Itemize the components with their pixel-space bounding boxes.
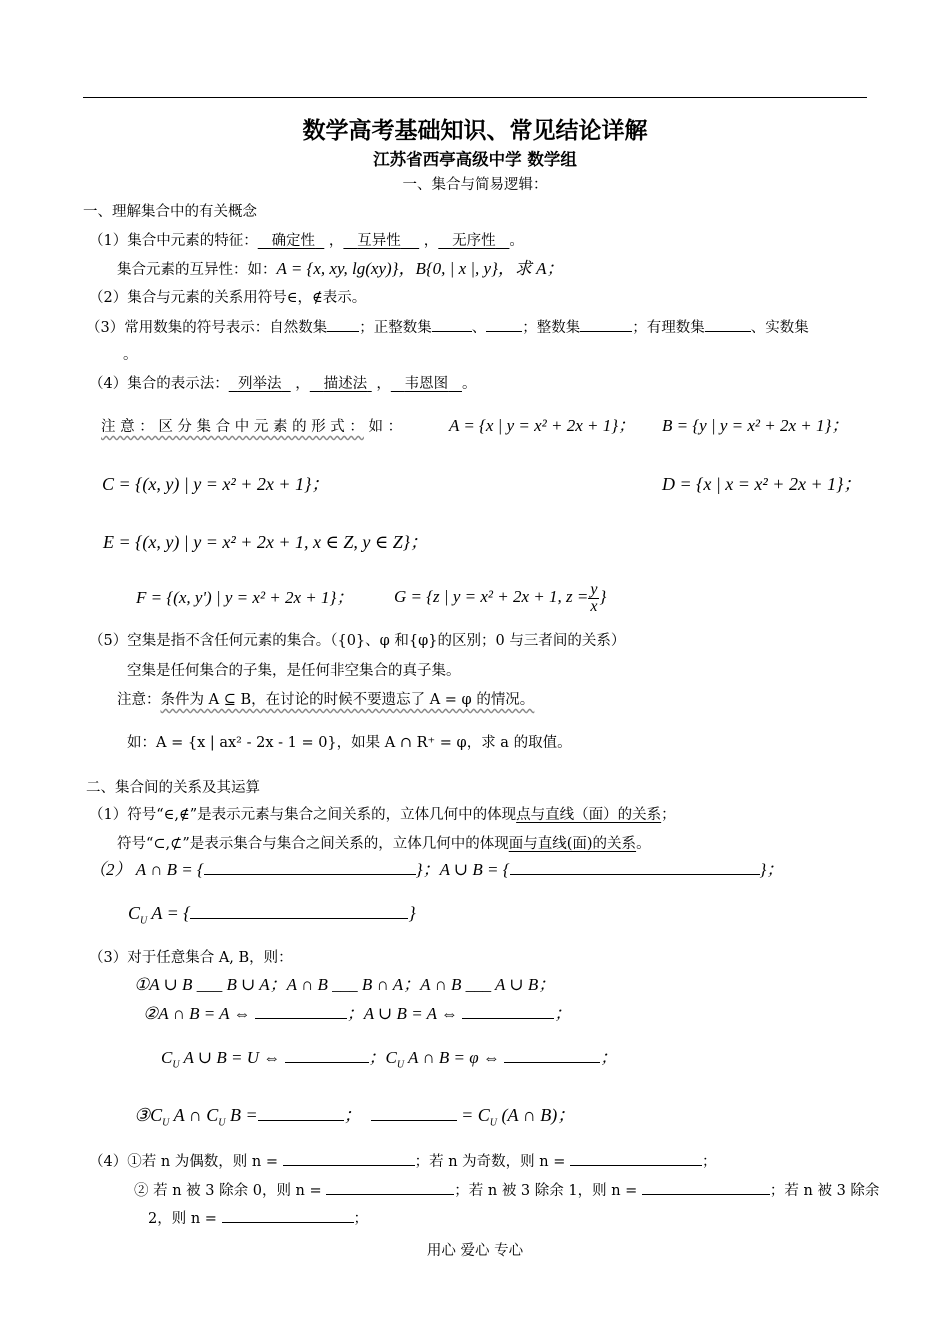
section-1-item-5-line-2: 空集是任何集合的子集，是任何非空集合的真子集。	[127, 663, 461, 679]
blank-union-equals-a	[462, 1004, 554, 1019]
representation-description: 描述法	[323, 376, 368, 392]
section-2-item-2: （2） A ∩ B = { }；A ∪ B = { }；	[89, 860, 784, 879]
section-1-item-1-example	[117, 259, 564, 280]
section-1-heading: 一、理解集合中的有关概念	[83, 204, 257, 220]
representation-venn: 韦恩图	[404, 376, 449, 392]
section-2-item-4-a: （4）①若 n 为偶数，则 n = ；若 n 为奇数，则 n = ；	[89, 1151, 716, 1172]
set-b-definition: B = {y | y = x² + 2x + 1}；	[662, 416, 849, 435]
section-2-item-3: （3）对于任意集合 A, B，则：	[89, 950, 293, 966]
blank-answer-1: 确定性	[271, 233, 316, 249]
blank-de-morgan-1	[258, 1106, 344, 1121]
section-1-item-4: （4）集合的表示法： 列举法 ， 描述法 ， 韦恩图 。	[89, 376, 477, 392]
fraction-y-over-x: $\frac{y}{x}$	[590, 580, 598, 615]
blank-mod3-rem0	[326, 1180, 454, 1195]
section-1-item-5: （5）空集是指不含任何元素的集合。（{0}、φ 和{φ}的区别；0 与三者间的关系）	[89, 633, 626, 649]
blank-positive-integers-1	[432, 317, 472, 332]
section-1-item-5-note: 注意：条件为 A ⊆ B，在讨论的时候不要遗忘了 A = φ 的情况。	[117, 692, 535, 708]
note-empty-set-condition: 条件为 A ⊆ B，在讨论的时候不要遗忘了 A = φ 的情况。	[160, 692, 535, 708]
section-2-item-2-complement: $C_U$ A = { }	[128, 903, 416, 927]
section-1-item-5-example: 如：A = {x | ax² - 2x - 1 = 0}，如果 A ∩ R⁺ = φ，求 a 的取值。	[127, 735, 572, 751]
blank-mod3-rem1	[642, 1180, 770, 1195]
section-2-item-3-3: $C_U$ A ∪ B = U ⇔ ；$C_U$ A ∩ B = φ ⇔ ；	[161, 1048, 618, 1071]
section-2-item-3-1: ①A ∪ B ___ B ∪ A；A ∩ B ___ B ∩ A；A ∩ B ___ A ∪ B；	[134, 975, 556, 994]
section-2-item-3-4: $③C_U$ A ∩ $C_U$ B = ； = $C_U$ (A ∩ B)；	[134, 1105, 576, 1129]
blank-mod3-rem2	[222, 1208, 354, 1223]
note-element-forms: 注 意 ： 区 分 集 合 中 元 素 的 形 式 ： 如 ：	[101, 419, 403, 435]
section-1-item-2: （2）集合与元素的关系用符号∈，∉表示。	[89, 290, 367, 306]
item-1-prefix: （1）集合中元素的特征：	[89, 233, 258, 249]
example-label: 集合元素的互异性：如：	[117, 262, 277, 278]
set-f-definition: F = {(x, y') | y = x² + 2x + 1}；	[136, 588, 354, 607]
header-rule	[83, 97, 867, 98]
blank-answer-2: 互异性	[357, 233, 401, 249]
blank-union-equals-u	[285, 1048, 369, 1063]
chapter-heading: 一、集合与简易逻辑：	[402, 177, 548, 193]
section-2-heading: 二、集合间的关系及其运算	[86, 780, 260, 796]
blank-union	[510, 860, 760, 875]
section-1-item-3: （3）常用数集的符号表示：自然数集 ；正整数集 、 ；整数集 ；有理数集 、实数集	[86, 317, 809, 338]
blank-odd-n	[570, 1151, 702, 1166]
set-e-definition: E = {(x, y) | y = x² + 2x + 1, x ∈ Z, y ∈ Z}；	[103, 532, 428, 552]
section-2-item-3-2: ②A ∩ B = A ⇔ ；A ∪ B = A ⇔ ；	[143, 1004, 572, 1023]
answer-point-line-relation: 点与直线（面）的关系	[516, 807, 662, 823]
blank-natural-numbers	[327, 317, 359, 332]
set-c-definition: C = {(x, y) | y = x² + 2x + 1}；	[102, 474, 330, 494]
blank-answer-3: 无序性	[452, 233, 496, 249]
blank-rationals	[705, 317, 751, 332]
section-1-item-1: （1）集合中元素的特征： 确定性 ， 互异性 ， 无序性 。	[89, 233, 524, 249]
blank-de-morgan-2	[371, 1106, 457, 1121]
blank-complement	[190, 904, 408, 919]
representation-enumeration: 列举法	[237, 376, 282, 392]
section-2-item-4-b: ② 若 n 被 3 除余 0，则 n = ；若 n 被 3 除余 1，则 n = ；若 n 被 3 除余	[134, 1180, 879, 1201]
set-g-definition: G = {z | y = x² + 2x + 1, z = $\frac{y}{x}$ }	[394, 580, 607, 615]
blank-intersection-equals-a	[255, 1004, 347, 1019]
answer-plane-line-relation: 面与直线(面)的关系	[508, 836, 637, 852]
set-d-definition: D = {x | x = x² + 2x + 1}；	[662, 474, 862, 494]
document-subtitle: 江苏省西亭高级中学 数学组	[373, 150, 577, 169]
page-footer: 用心 爱心 专心	[426, 1243, 524, 1259]
blank-even-n	[283, 1151, 415, 1166]
blank-integers	[580, 317, 632, 332]
example-expression: A = {x, xy, lg(xy)}，B{0, | x |, y}，求 A；	[276, 259, 564, 278]
section-2-item-4-c: 2，则 n = ；	[148, 1208, 368, 1229]
section-2-item-1-a: （1）符号“∈,∉”是表示元素与集合之间关系的，立体几何中的体现点与直线（面）的关系；	[89, 807, 676, 823]
document-title: 数学高考基础知识、常见结论详解	[302, 118, 648, 144]
set-a-definition: A = {x | y = x² + 2x + 1}；	[449, 416, 636, 435]
blank-positive-integers-2	[486, 317, 522, 332]
blank-intersection-empty	[504, 1048, 600, 1063]
blank-intersection	[204, 860, 416, 875]
note-label: 注 意 ： 区 分 集 合 中 元 素 的 形 式 ：	[101, 419, 364, 435]
section-1-item-3-end: 。	[123, 347, 138, 363]
section-2-item-1-b: 符号“⊂,⊄”是表示集合与集合之间关系的，立体几何中的体现面与直线(面)的关系。	[117, 836, 651, 852]
